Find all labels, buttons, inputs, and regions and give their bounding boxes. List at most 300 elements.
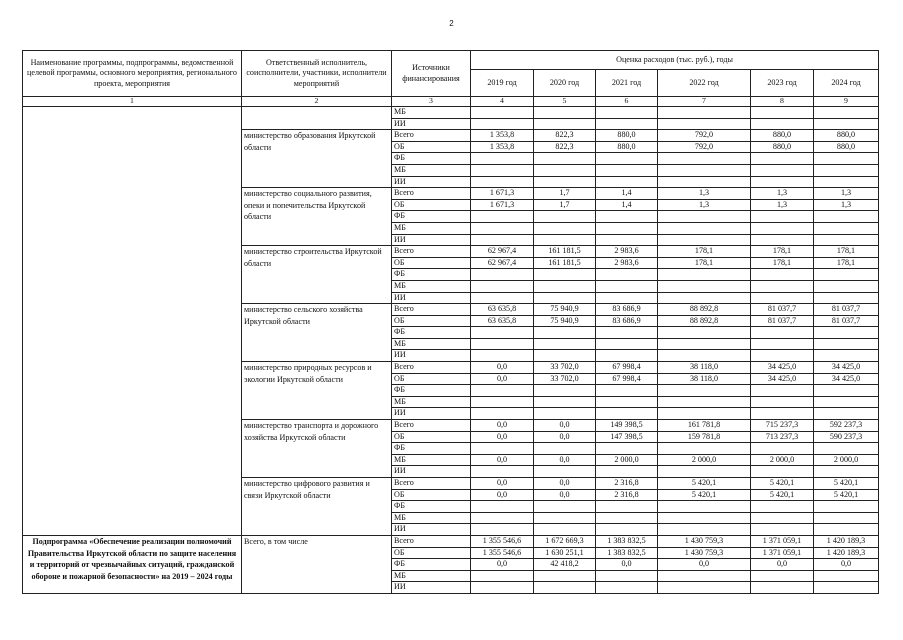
- value-cell: [658, 234, 751, 246]
- value-cell: 1,4: [596, 188, 658, 200]
- value-cell: [596, 385, 658, 397]
- value-cell: [751, 524, 814, 536]
- value-cell: [814, 338, 879, 350]
- value-cell: 1,3: [814, 199, 879, 211]
- value-cell: [751, 408, 814, 420]
- value-cell: 715 237,3: [751, 420, 814, 432]
- value-cell: 1 430 759,3: [658, 547, 751, 559]
- funding-source-cell: Всего: [392, 478, 471, 490]
- value-cell: 1,3: [658, 188, 751, 200]
- value-cell: [596, 176, 658, 188]
- value-cell: 1,7: [534, 188, 596, 200]
- value-cell: [751, 443, 814, 455]
- executor-cell: министерство сельского хозяйства Иркутской области: [242, 304, 392, 362]
- value-cell: 1 630 251,1: [534, 547, 596, 559]
- value-cell: [471, 350, 534, 362]
- funding-source-cell: ОБ: [392, 373, 471, 385]
- value-cell: [596, 269, 658, 281]
- table-row: [23, 107, 879, 119]
- value-cell: [751, 153, 814, 165]
- value-cell: [534, 570, 596, 582]
- funding-source-cell: МБ: [392, 107, 471, 119]
- value-cell: [596, 327, 658, 339]
- value-cell: [814, 350, 879, 362]
- value-cell: 880,0: [814, 141, 879, 153]
- value-cell: [814, 164, 879, 176]
- value-cell: [471, 512, 534, 524]
- executor-cell: министерство природных ресурсов и экологии Иркутской области: [242, 362, 392, 420]
- value-cell: 81 037,7: [751, 315, 814, 327]
- value-cell: [814, 443, 879, 455]
- funding-source-cell: ИИ: [392, 466, 471, 478]
- value-cell: [534, 501, 596, 513]
- value-cell: [534, 350, 596, 362]
- value-cell: [471, 570, 534, 582]
- value-cell: 34 425,0: [814, 373, 879, 385]
- value-cell: 880,0: [596, 130, 658, 142]
- value-cell: 0,0: [534, 454, 596, 466]
- header-year: 2023 год: [751, 70, 814, 97]
- value-cell: [596, 164, 658, 176]
- value-cell: [658, 292, 751, 304]
- column-number: 9: [814, 97, 879, 107]
- value-cell: 822,3: [534, 141, 596, 153]
- value-cell: [471, 234, 534, 246]
- expenditure-table: [22, 50, 879, 594]
- value-cell: [534, 385, 596, 397]
- value-cell: [471, 164, 534, 176]
- value-cell: [751, 501, 814, 513]
- value-cell: [534, 222, 596, 234]
- value-cell: [534, 153, 596, 165]
- column-number: 8: [751, 97, 814, 107]
- funding-source-cell: ИИ: [392, 408, 471, 420]
- value-cell: 0,0: [471, 489, 534, 501]
- funding-source-cell: ИИ: [392, 524, 471, 536]
- value-cell: [814, 512, 879, 524]
- value-cell: [658, 107, 751, 119]
- value-cell: [751, 118, 814, 130]
- value-cell: 592 237,3: [814, 420, 879, 432]
- value-cell: 34 425,0: [814, 362, 879, 374]
- value-cell: [814, 118, 879, 130]
- value-cell: [814, 385, 879, 397]
- value-cell: 2 316,8: [596, 489, 658, 501]
- value-cell: 2 000,0: [596, 454, 658, 466]
- value-cell: [658, 211, 751, 223]
- executor-cell: министерство строительства Иркутской области: [242, 246, 392, 304]
- value-cell: [471, 107, 534, 119]
- value-cell: [658, 501, 751, 513]
- value-cell: [751, 269, 814, 281]
- value-cell: [534, 164, 596, 176]
- value-cell: 161 181,5: [534, 257, 596, 269]
- value-cell: [471, 582, 534, 594]
- value-cell: 67 998,4: [596, 373, 658, 385]
- header-funding-source: Источники финансирования: [392, 51, 471, 97]
- value-cell: [814, 153, 879, 165]
- column-number: 6: [596, 97, 658, 107]
- value-cell: 1 671,3: [471, 199, 534, 211]
- funding-source-cell: Всего: [392, 535, 471, 547]
- value-cell: 178,1: [658, 257, 751, 269]
- value-cell: 178,1: [751, 257, 814, 269]
- header-estimate: Оценка расходов (тыс. руб.), годы: [471, 51, 879, 70]
- value-cell: 792,0: [658, 130, 751, 142]
- funding-source-cell: МБ: [392, 570, 471, 582]
- value-cell: 38 118,0: [658, 362, 751, 374]
- column-number-row: [23, 97, 879, 107]
- value-cell: [751, 164, 814, 176]
- subprogram-executor-cell: Всего, в том числе: [242, 535, 392, 593]
- header-year: 2020 год: [534, 70, 596, 97]
- funding-source-cell: Всего: [392, 362, 471, 374]
- value-cell: [751, 292, 814, 304]
- value-cell: 63 635,8: [471, 304, 534, 316]
- column-number: 1: [23, 97, 242, 107]
- executor-cell: министерство транспорта и дорожного хозяйства Иркутской области: [242, 420, 392, 478]
- value-cell: [471, 292, 534, 304]
- value-cell: 62 967,4: [471, 257, 534, 269]
- value-cell: [751, 512, 814, 524]
- funding-source-cell: МБ: [392, 222, 471, 234]
- value-cell: 0,0: [471, 478, 534, 490]
- funding-source-cell: МБ: [392, 454, 471, 466]
- funding-source-cell: ОБ: [392, 315, 471, 327]
- value-cell: [534, 211, 596, 223]
- funding-source-cell: ОБ: [392, 257, 471, 269]
- value-cell: 713 237,3: [751, 431, 814, 443]
- value-cell: [751, 350, 814, 362]
- value-cell: [596, 292, 658, 304]
- value-cell: [596, 153, 658, 165]
- value-cell: 75 940,9: [534, 304, 596, 316]
- value-cell: 0,0: [471, 373, 534, 385]
- value-cell: 1,3: [751, 199, 814, 211]
- value-cell: 81 037,7: [751, 304, 814, 316]
- value-cell: [534, 466, 596, 478]
- funding-source-cell: ФБ: [392, 269, 471, 281]
- value-cell: [658, 582, 751, 594]
- funding-source-cell: ИИ: [392, 234, 471, 246]
- value-cell: 0,0: [471, 431, 534, 443]
- value-cell: 1 383 832,5: [596, 535, 658, 547]
- value-cell: 88 892,8: [658, 315, 751, 327]
- value-cell: 178,1: [814, 246, 879, 258]
- funding-source-cell: МБ: [392, 512, 471, 524]
- value-cell: [534, 107, 596, 119]
- funding-source-cell: ОБ: [392, 431, 471, 443]
- value-cell: [751, 222, 814, 234]
- value-cell: 1,4: [596, 199, 658, 211]
- funding-source-cell: ИИ: [392, 582, 471, 594]
- column-number: 5: [534, 97, 596, 107]
- value-cell: [814, 222, 879, 234]
- value-cell: 1,3: [814, 188, 879, 200]
- value-cell: [596, 234, 658, 246]
- value-cell: [471, 466, 534, 478]
- subprogram-name-cell: Подпрограмма «Обеспечение реализации полномочий Правительства Иркутской области по защите населения и территорий от чрезвычайных ситуаций, гражданской обороне и пожарной безопасности» на 2019 – 2024 годы: [23, 535, 242, 593]
- value-cell: 83 686,9: [596, 315, 658, 327]
- value-cell: 5 420,1: [814, 489, 879, 501]
- value-cell: [658, 512, 751, 524]
- value-cell: [596, 408, 658, 420]
- header-year: 2021 год: [596, 70, 658, 97]
- value-cell: [534, 396, 596, 408]
- value-cell: 1 430 759,3: [658, 535, 751, 547]
- funding-source-cell: Всего: [392, 304, 471, 316]
- value-cell: [751, 327, 814, 339]
- value-cell: 34 425,0: [751, 362, 814, 374]
- value-cell: 178,1: [658, 246, 751, 258]
- value-cell: 0,0: [751, 559, 814, 571]
- value-cell: 1 355 546,6: [471, 535, 534, 547]
- value-cell: [534, 338, 596, 350]
- value-cell: [814, 524, 879, 536]
- value-cell: [534, 176, 596, 188]
- funding-source-cell: ФБ: [392, 327, 471, 339]
- value-cell: [596, 501, 658, 513]
- value-cell: [471, 396, 534, 408]
- value-cell: [596, 211, 658, 223]
- value-cell: 822,3: [534, 130, 596, 142]
- value-cell: 590 237,3: [814, 431, 879, 443]
- value-cell: [534, 408, 596, 420]
- value-cell: 1 371 059,1: [751, 547, 814, 559]
- value-cell: [814, 292, 879, 304]
- value-cell: 1 355 546,6: [471, 547, 534, 559]
- value-cell: [751, 582, 814, 594]
- funding-source-cell: ИИ: [392, 292, 471, 304]
- funding-source-cell: ФБ: [392, 153, 471, 165]
- value-cell: 1,3: [658, 199, 751, 211]
- funding-source-cell: ОБ: [392, 547, 471, 559]
- value-cell: [596, 280, 658, 292]
- value-cell: [534, 512, 596, 524]
- value-cell: 178,1: [751, 246, 814, 258]
- funding-source-cell: Всего: [392, 188, 471, 200]
- funding-source-cell: МБ: [392, 338, 471, 350]
- value-cell: [751, 466, 814, 478]
- header-program-name: Наименование программы, подпрограммы, ведомственной целевой программы, основного мероприятия, регионального проекта, мероприятия: [23, 51, 242, 97]
- table-row: [23, 535, 879, 547]
- value-cell: [471, 269, 534, 281]
- value-cell: [471, 338, 534, 350]
- value-cell: 0,0: [471, 362, 534, 374]
- funding-source-cell: ОБ: [392, 489, 471, 501]
- value-cell: 42 418,2: [534, 559, 596, 571]
- value-cell: 0,0: [534, 431, 596, 443]
- value-cell: [658, 396, 751, 408]
- value-cell: [534, 292, 596, 304]
- value-cell: 1 672 669,3: [534, 535, 596, 547]
- funding-source-cell: ФБ: [392, 211, 471, 223]
- value-cell: [534, 234, 596, 246]
- value-cell: 0,0: [471, 559, 534, 571]
- funding-source-cell: ИИ: [392, 176, 471, 188]
- value-cell: [814, 582, 879, 594]
- value-cell: [596, 350, 658, 362]
- header-year: 2019 год: [471, 70, 534, 97]
- funding-source-cell: ОБ: [392, 199, 471, 211]
- value-cell: 5 420,1: [658, 489, 751, 501]
- value-cell: 880,0: [751, 130, 814, 142]
- value-cell: [596, 338, 658, 350]
- value-cell: 149 398,5: [596, 420, 658, 432]
- value-cell: 880,0: [596, 141, 658, 153]
- value-cell: 159 781,8: [658, 431, 751, 443]
- header-year: 2024 год: [814, 70, 879, 97]
- value-cell: 0,0: [658, 559, 751, 571]
- value-cell: 0,0: [471, 420, 534, 432]
- value-cell: [751, 570, 814, 582]
- value-cell: [471, 118, 534, 130]
- value-cell: [658, 164, 751, 176]
- value-cell: 2 000,0: [658, 454, 751, 466]
- value-cell: [751, 234, 814, 246]
- value-cell: [596, 107, 658, 119]
- value-cell: [814, 211, 879, 223]
- value-cell: 880,0: [751, 141, 814, 153]
- value-cell: [596, 443, 658, 455]
- value-cell: [658, 176, 751, 188]
- funding-source-cell: ИИ: [392, 350, 471, 362]
- value-cell: 0,0: [814, 559, 879, 571]
- column-number: 4: [471, 97, 534, 107]
- value-cell: 5 420,1: [814, 478, 879, 490]
- value-cell: [658, 408, 751, 420]
- value-cell: 33 702,0: [534, 362, 596, 374]
- funding-source-cell: ОБ: [392, 141, 471, 153]
- continued-program-cell: [23, 107, 242, 536]
- value-cell: 1 420 189,3: [814, 535, 879, 547]
- value-cell: 880,0: [814, 130, 879, 142]
- value-cell: [596, 118, 658, 130]
- value-cell: [596, 524, 658, 536]
- value-cell: [534, 327, 596, 339]
- value-cell: 147 398,5: [596, 431, 658, 443]
- funding-source-cell: ФБ: [392, 559, 471, 571]
- value-cell: 178,1: [814, 257, 879, 269]
- value-cell: [814, 466, 879, 478]
- header-year: 2022 год: [658, 70, 751, 97]
- value-cell: 2 000,0: [814, 454, 879, 466]
- value-cell: [658, 280, 751, 292]
- executor-cell: министерство образования Иркутской области: [242, 130, 392, 188]
- value-cell: 792,0: [658, 141, 751, 153]
- page-number: 2: [449, 19, 454, 28]
- funding-source-cell: Всего: [392, 246, 471, 258]
- value-cell: 0,0: [534, 478, 596, 490]
- funding-source-cell: МБ: [392, 280, 471, 292]
- value-cell: [658, 269, 751, 281]
- value-cell: 2 983,6: [596, 257, 658, 269]
- value-cell: [658, 524, 751, 536]
- value-cell: [534, 524, 596, 536]
- value-cell: [658, 153, 751, 165]
- value-cell: 81 037,7: [814, 304, 879, 316]
- value-cell: 81 037,7: [814, 315, 879, 327]
- value-cell: [814, 269, 879, 281]
- value-cell: 1,7: [534, 199, 596, 211]
- value-cell: 1 420 189,3: [814, 547, 879, 559]
- value-cell: [658, 466, 751, 478]
- value-cell: [751, 385, 814, 397]
- value-cell: [814, 396, 879, 408]
- value-cell: [471, 501, 534, 513]
- value-cell: [471, 408, 534, 420]
- funding-source-cell: МБ: [392, 164, 471, 176]
- value-cell: [814, 280, 879, 292]
- value-cell: 1 371 059,1: [751, 535, 814, 547]
- value-cell: [658, 118, 751, 130]
- value-cell: 34 425,0: [751, 373, 814, 385]
- value-cell: 75 940,9: [534, 315, 596, 327]
- funding-source-cell: ФБ: [392, 443, 471, 455]
- value-cell: 83 686,9: [596, 304, 658, 316]
- value-cell: [534, 443, 596, 455]
- value-cell: 1,3: [751, 188, 814, 200]
- funding-source-cell: Всего: [392, 130, 471, 142]
- value-cell: 5 420,1: [658, 478, 751, 490]
- value-cell: [658, 570, 751, 582]
- executor-cell: министерство социального развития, опеки и попечительства Иркутской области: [242, 188, 392, 246]
- value-cell: [814, 107, 879, 119]
- value-cell: [751, 107, 814, 119]
- value-cell: [814, 234, 879, 246]
- value-cell: 63 635,8: [471, 315, 534, 327]
- value-cell: [471, 211, 534, 223]
- value-cell: [658, 443, 751, 455]
- value-cell: [751, 211, 814, 223]
- funding-source-cell: Всего: [392, 420, 471, 432]
- value-cell: 38 118,0: [658, 373, 751, 385]
- value-cell: [658, 222, 751, 234]
- value-cell: [534, 582, 596, 594]
- funding-source-cell: ФБ: [392, 501, 471, 513]
- value-cell: [814, 501, 879, 513]
- value-cell: [596, 512, 658, 524]
- funding-source-cell: МБ: [392, 396, 471, 408]
- column-number: 3: [392, 97, 471, 107]
- value-cell: [814, 176, 879, 188]
- value-cell: [534, 118, 596, 130]
- value-cell: [751, 280, 814, 292]
- value-cell: [596, 570, 658, 582]
- value-cell: [471, 385, 534, 397]
- value-cell: [751, 176, 814, 188]
- value-cell: 161 181,5: [534, 246, 596, 258]
- value-cell: [471, 153, 534, 165]
- value-cell: [596, 396, 658, 408]
- value-cell: 5 420,1: [751, 489, 814, 501]
- executor-cell: министерство цифрового развития и связи Иркутской области: [242, 478, 392, 536]
- value-cell: [534, 280, 596, 292]
- value-cell: [596, 582, 658, 594]
- value-cell: 0,0: [534, 420, 596, 432]
- value-cell: 88 892,8: [658, 304, 751, 316]
- value-cell: 0,0: [596, 559, 658, 571]
- value-cell: 0,0: [471, 454, 534, 466]
- value-cell: 2 316,8: [596, 478, 658, 490]
- value-cell: 33 702,0: [534, 373, 596, 385]
- value-cell: [658, 385, 751, 397]
- value-cell: [471, 222, 534, 234]
- value-cell: [471, 327, 534, 339]
- value-cell: 161 781,8: [658, 420, 751, 432]
- value-cell: 1 353,8: [471, 130, 534, 142]
- value-cell: 62 967,4: [471, 246, 534, 258]
